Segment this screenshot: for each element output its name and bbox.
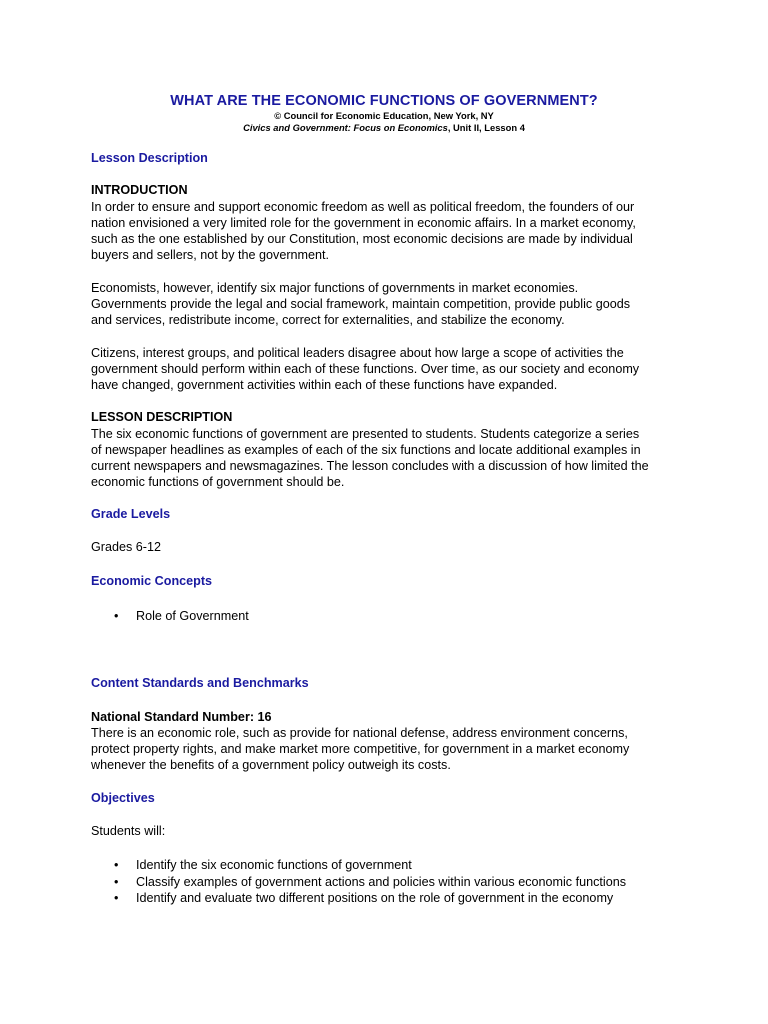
economic-concepts-heading: Economic Concepts — [91, 574, 213, 588]
copyright-line: © Council for Economic Education, New York, NY — [274, 110, 494, 121]
paragraph-line: buyers and sellers, not by the government. — [91, 248, 330, 263]
paragraph-line: protect property rights, and make market more competitive, for government in a market economy — [91, 742, 630, 757]
paragraph-line: and services, redistribute income, correct for externalities, and stabilize the economy. — [91, 313, 565, 328]
introduction-paragraph — [91, 199, 691, 263]
paragraph-line: nation envisioned a very limited role for the government in economic affairs. In a market economy, — [91, 216, 636, 231]
document-title: WHAT ARE THE ECONOMIC FUNCTIONS OF GOVERNMENT? — [170, 93, 598, 109]
source-unit: , Unit II, Lesson 4 — [447, 122, 525, 133]
paragraph-line: government should perform within each of these functions. Over time, as our society and economy — [91, 362, 640, 377]
grade-levels-value — [91, 539, 691, 555]
lesson-description-heading: Lesson Description — [91, 151, 208, 165]
list-item-text: Classify examples of government actions and policies within various economic functions — [136, 875, 626, 889]
bullet-icon: • — [114, 609, 119, 623]
bullet-icon: • — [114, 891, 119, 905]
list-item — [114, 857, 412, 873]
objectives-intro — [91, 823, 691, 839]
objectives-heading: Objectives — [91, 791, 155, 805]
paragraph-line: Governments provide the legal and social framework, maintain competition, provide public goods — [91, 297, 631, 312]
paragraph-line: of newspaper headlines as examples of each of the six functions and locate additional examples in — [91, 443, 641, 458]
list-item — [114, 890, 613, 906]
list-item-text: Identify the six economic functions of government — [136, 858, 412, 872]
bullet-icon: • — [114, 858, 119, 872]
paragraph-line: Economists, however, identify six major functions of governments in market economies. — [91, 281, 579, 295]
national-standard-label: National Standard Number: 16 — [91, 710, 272, 724]
list-item — [114, 608, 249, 624]
grade-levels-heading: Grade Levels — [91, 507, 171, 521]
content-standards-heading: Content Standards and Benchmarks — [91, 676, 309, 690]
disagreement-paragraph — [91, 345, 691, 393]
source-title: Civics and Government: Focus on Economics — [243, 122, 448, 133]
list-item-text: Role of Government — [136, 609, 249, 623]
introduction-label: INTRODUCTION — [91, 183, 188, 197]
paragraph-line: In order to ensure and support economic freedom as well as political freedom, the founders of our — [91, 200, 635, 214]
paragraph-line: have changed, government activities within each of these functions have expanded. — [91, 378, 558, 393]
objectives-intro-text: Students will: — [91, 824, 166, 838]
source-line — [0, 122, 768, 134]
list-item-text: Identify and evaluate two different positions on the role of government in the economy — [136, 891, 614, 905]
paragraph-line: economic functions of government should be. — [91, 475, 345, 490]
paragraph-line: such as the one established by our Constitution, most economic decisions are made by individual — [91, 232, 633, 247]
paragraph-line: current newspapers and newsmagazines. The lesson concludes with a discussion of how limited the — [91, 459, 649, 474]
functions-paragraph — [91, 280, 691, 328]
paragraph-line: There is an economic role, such as provide for national defense, address environment concerns, — [91, 726, 628, 740]
lesson-description-paragraph — [91, 426, 691, 490]
national-standard-paragraph — [91, 725, 691, 773]
paragraph-line: whenever the benefits of a government policy outweigh its costs. — [91, 758, 451, 773]
bullet-icon: • — [114, 875, 119, 889]
grade-levels-text: Grades 6-12 — [91, 540, 162, 554]
paragraph-line: Citizens, interest groups, and political leaders disagree about how large a scope of activities the — [91, 346, 624, 360]
paragraph-line: The six economic functions of government are presented to students. Students categorize a series — [91, 427, 640, 441]
lesson-description-label: LESSON DESCRIPTION — [91, 410, 233, 424]
list-item — [114, 874, 626, 890]
